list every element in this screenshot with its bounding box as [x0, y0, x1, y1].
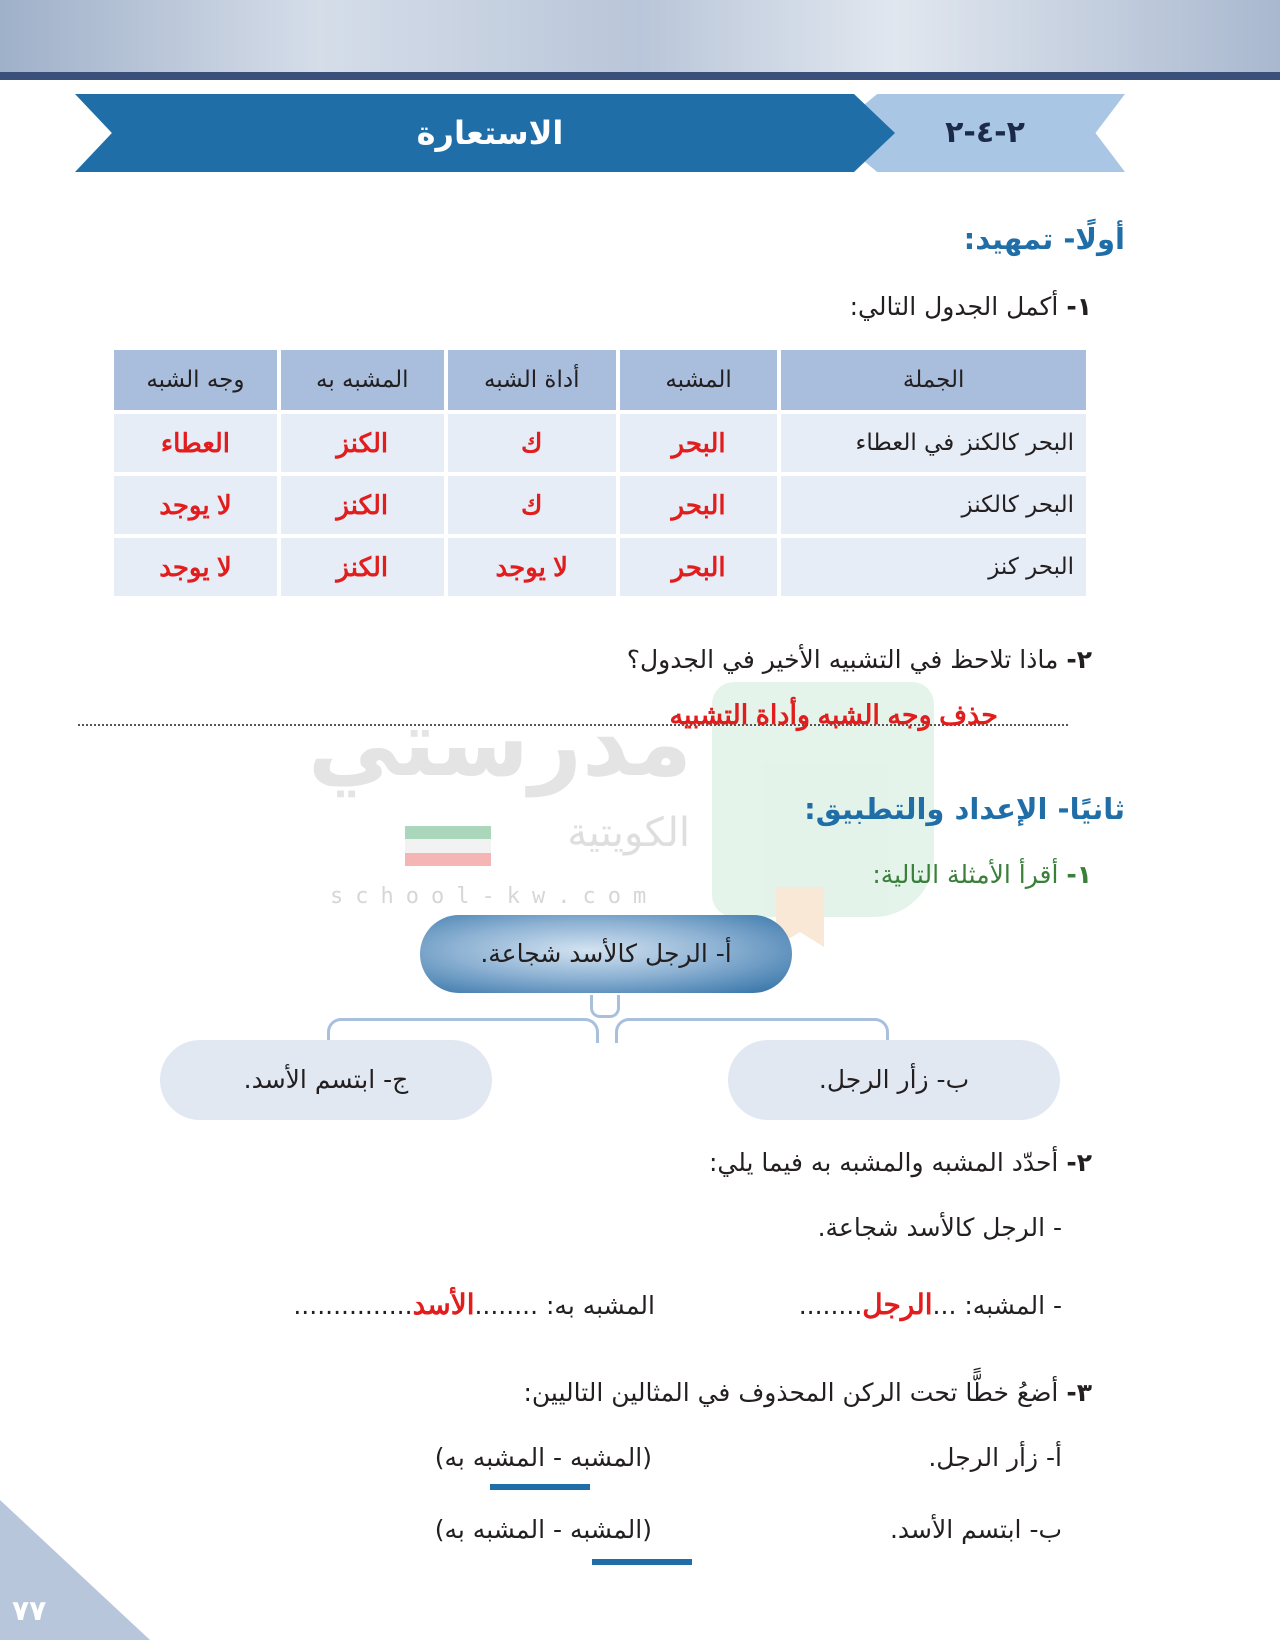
- table-cell-answer: ك: [448, 414, 616, 472]
- section1-q1: [850, 292, 1092, 321]
- mushabbah-answer: الرجل: [862, 1289, 933, 1320]
- section1-heading: أولًا- تمهيد:: [963, 222, 1125, 256]
- table-row: [114, 414, 1086, 472]
- table-row: [114, 476, 1086, 534]
- q3-example-b: ب- ابتسم الأسد.: [889, 1515, 1062, 1544]
- table-header: المشبه به: [281, 350, 444, 410]
- mushabbah-dots: ........: [798, 1291, 863, 1320]
- lesson-title: الاستعارة: [416, 114, 564, 152]
- section2-q3: [523, 1378, 1092, 1407]
- mushabbah-bih-dots: ...............: [293, 1291, 413, 1320]
- example-left-pill: ج- ابتسم الأسد.: [160, 1040, 492, 1120]
- table-cell-answer: لا يوجد: [114, 476, 277, 534]
- table-row: [114, 538, 1086, 596]
- watermark-flag-icon: [405, 826, 491, 866]
- table-cell-sentence: البحر كنز: [781, 538, 1086, 596]
- table-cell-answer: البحر: [620, 538, 778, 596]
- table-cell-answer: الكنز: [281, 538, 444, 596]
- table-cell-answer: لا يوجد: [448, 538, 616, 596]
- page-number: ٧٧: [12, 1594, 47, 1627]
- section2-heading: ثانيًا- الإعداد والتطبيق:: [804, 792, 1125, 826]
- table-cell-answer: ك: [448, 476, 616, 534]
- section2-q1: [872, 860, 1092, 889]
- table-cell-answer: البحر: [620, 476, 778, 534]
- q-number: ١-: [1066, 292, 1092, 321]
- table-cell-answer: لا يوجد: [114, 538, 277, 596]
- table-header: وجه الشبه: [114, 350, 277, 410]
- table-cell-sentence: البحر كالكنز: [781, 476, 1086, 534]
- q-text: أضعُ خطًّا تحت الركن المحذوف في المثالين التاليين:: [523, 1378, 1059, 1407]
- q-text: أحدّد المشبه والمشبه به فيما يلي:: [708, 1148, 1059, 1177]
- watermark-name: مدرستي: [307, 690, 693, 797]
- q2-example: - الرجل كالأسد شجاعة.: [817, 1213, 1062, 1242]
- watermark-url: school-kw.com: [330, 884, 659, 909]
- section1-q2: [627, 645, 1092, 674]
- q3-choice-b: (المشبه - المشبه به): [434, 1515, 652, 1544]
- table-cell-answer: الكنز: [281, 414, 444, 472]
- table-header: أداة الشبه: [448, 350, 616, 410]
- table-cell-answer: العطاء: [114, 414, 277, 472]
- table-cell-answer: الكنز: [281, 476, 444, 534]
- table-cell-sentence: البحر كالكنز في العطاء: [781, 414, 1086, 472]
- q-text: أكمل الجدول التالي:: [849, 292, 1059, 321]
- example-main-pill: أ- الرجل كالأسد شجاعة.: [420, 915, 792, 993]
- similes-table: [110, 346, 1090, 600]
- table-cell-answer: البحر: [620, 414, 778, 472]
- q3-underline-a: [490, 1484, 590, 1490]
- mushabbah-bih-label: المشبه به: ........: [474, 1291, 655, 1320]
- q-text: أقرأ الأمثلة التالية:: [872, 860, 1059, 889]
- q3-underline-b: [592, 1559, 692, 1565]
- mushabbah-bih-line: [293, 1288, 655, 1321]
- q-number: ٢-: [1066, 1148, 1092, 1177]
- q-text: ماذا تلاحظ في التشبيه الأخير في الجدول؟: [626, 645, 1059, 674]
- top-decorative-band: [0, 0, 1280, 80]
- q3-example-a: أ- زأر الرجل.: [928, 1443, 1062, 1472]
- section2-q2: [709, 1148, 1092, 1177]
- mushabbah-label: - المشبه: ...: [932, 1291, 1062, 1320]
- table-header: الجملة: [781, 350, 1086, 410]
- q-number: ١-: [1066, 860, 1092, 889]
- q-number: ٢-: [1066, 645, 1092, 674]
- mushabbah-line: [799, 1288, 1062, 1321]
- diagram-connector-stem: [590, 995, 620, 1018]
- q3-choice-a: (المشبه - المشبه به): [434, 1443, 652, 1472]
- q-number: ٣-: [1066, 1378, 1092, 1407]
- table-header: المشبه: [620, 350, 778, 410]
- example-right-pill: ب- زأر الرجل.: [728, 1040, 1060, 1120]
- lesson-number: ٢-٤-٢: [945, 115, 1025, 150]
- q2-answer: حذف وجه الشبه وأداة التشبيه: [669, 700, 998, 730]
- watermark-sub: الكويتية: [567, 810, 690, 856]
- mushabbah-bih-answer: الأسد: [412, 1289, 475, 1320]
